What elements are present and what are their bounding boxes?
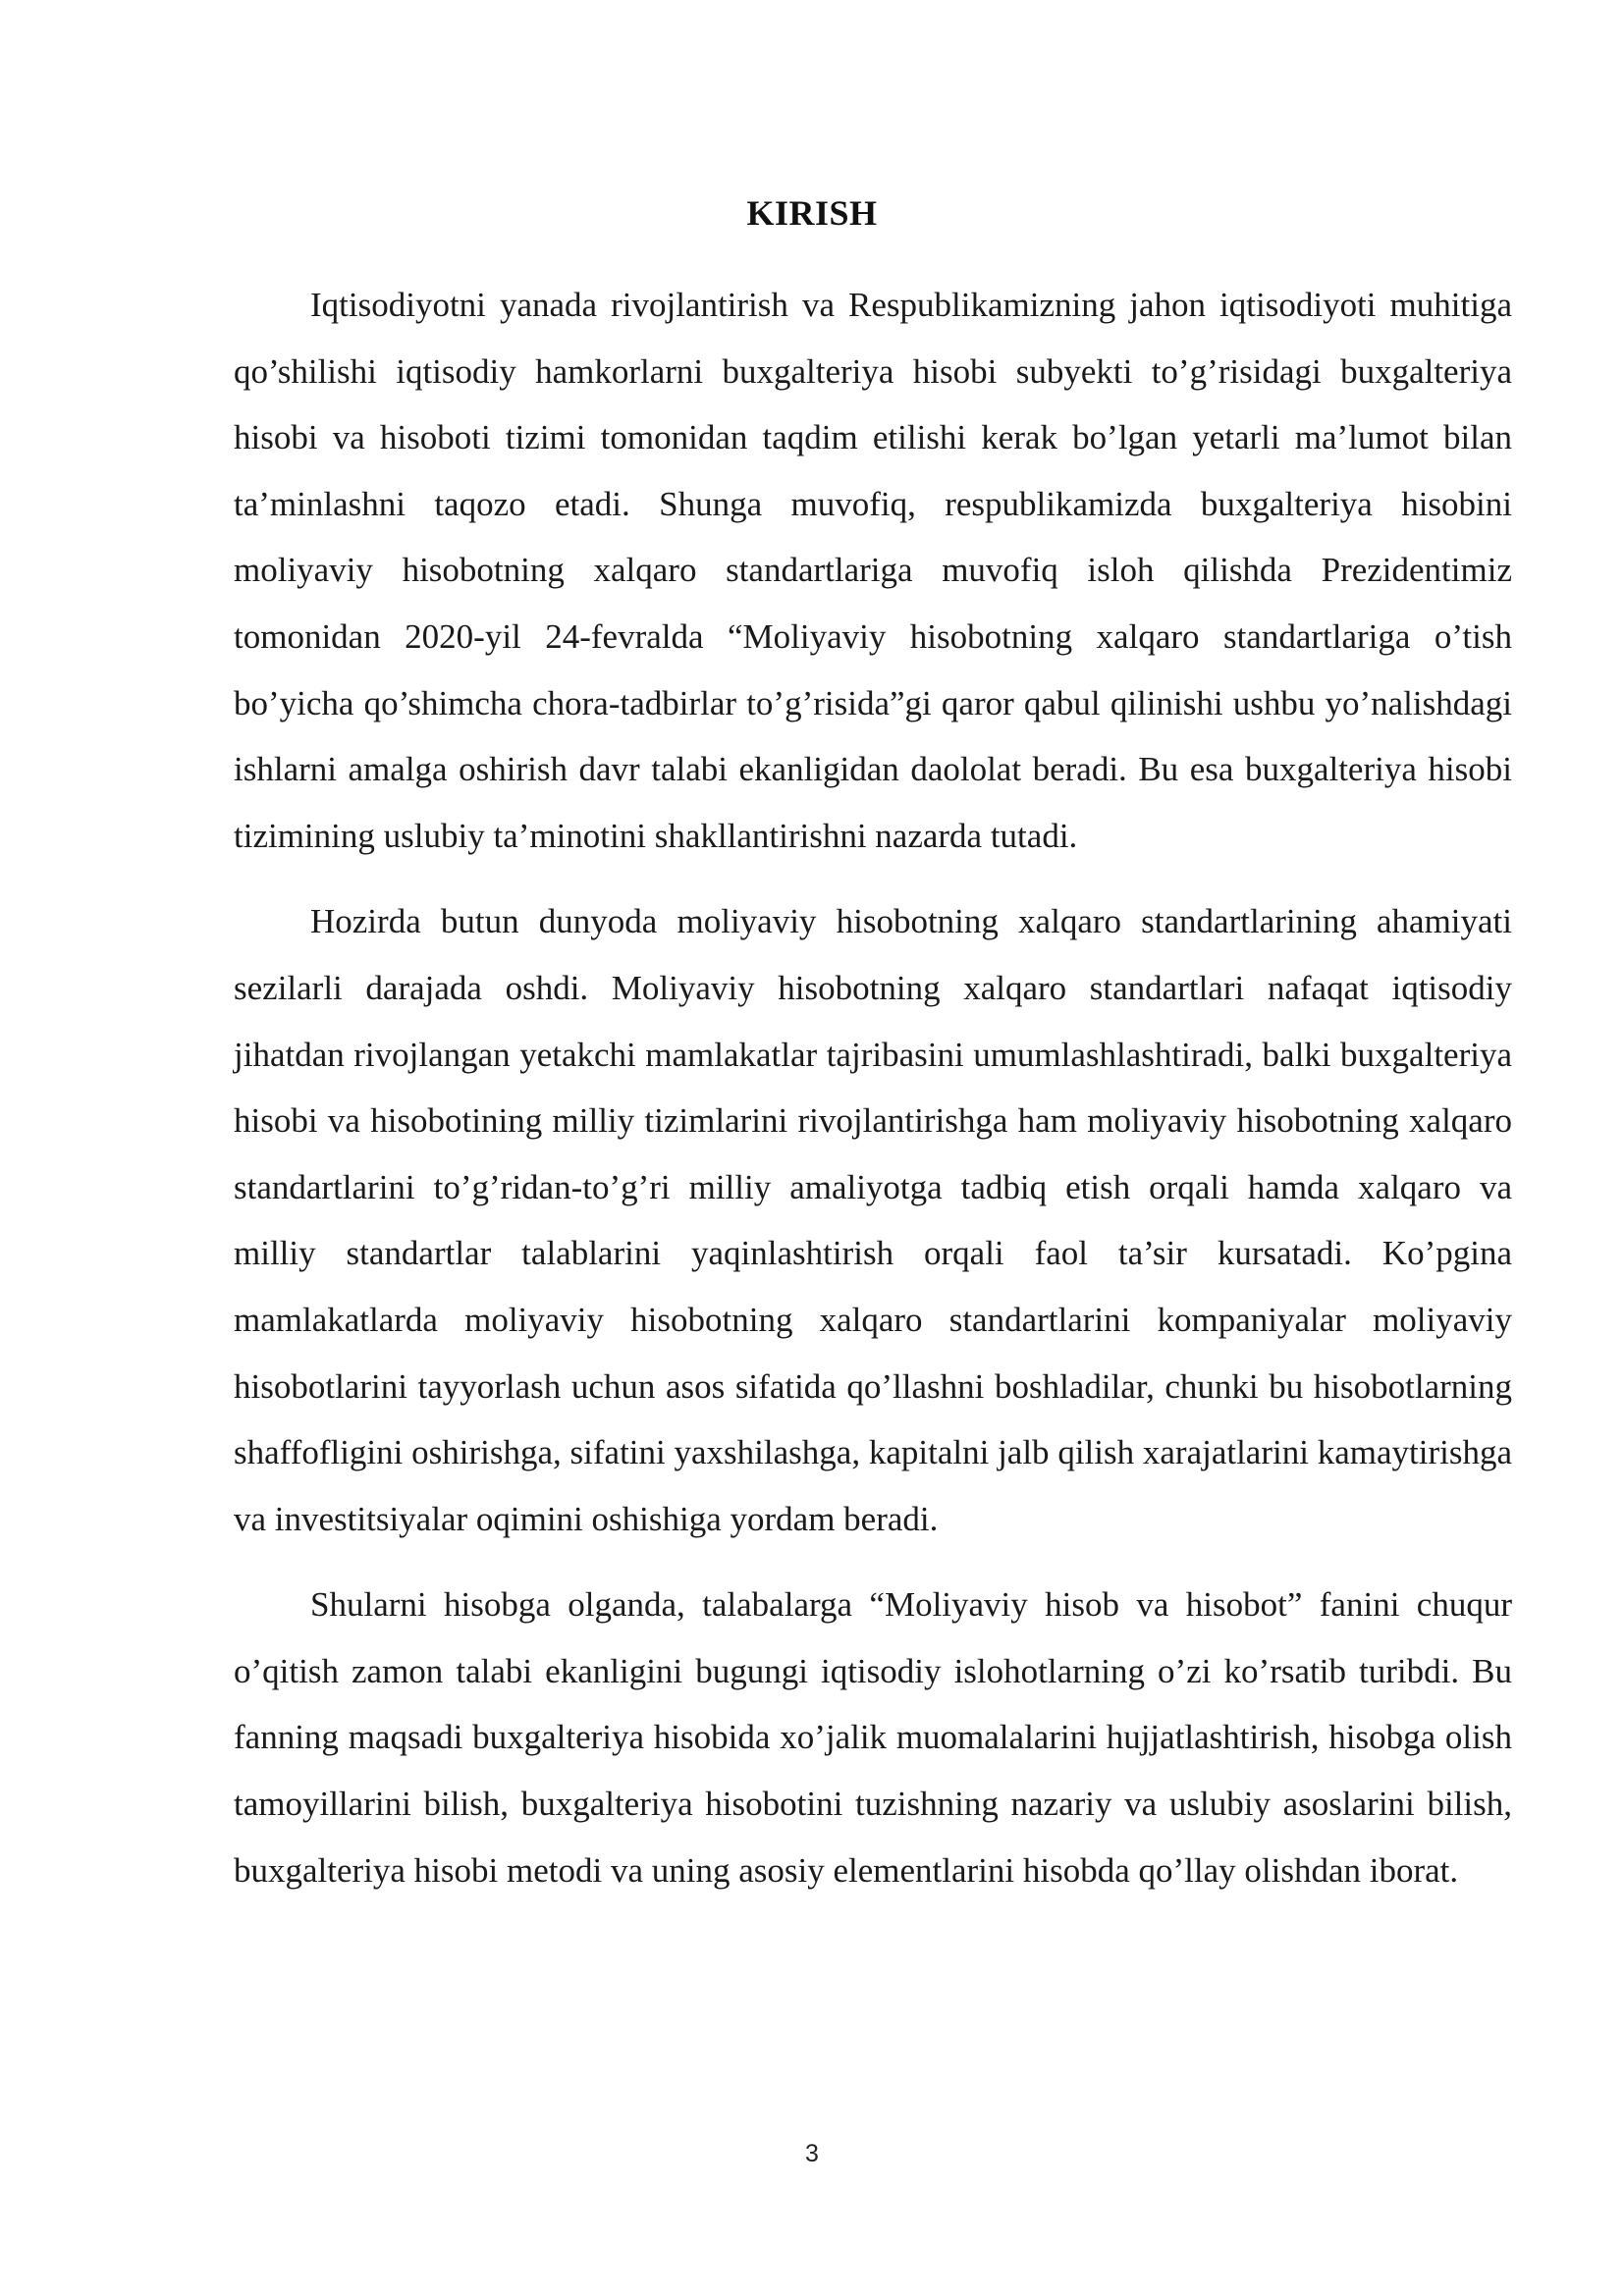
body-text <box>234 272 1512 1903</box>
paragraph-3: Shularni hisobga olganda, talabalarga “Moliyaviy hisob va hisobot” fanini chuqur o’qitish zamon talabi ekanligini bugungi iqtisodiy islohotlarning o’zi ko’rsatib turibdi. Bu fanning maqsadi buxgalteriya hisobida xo’jalik muomalalarini hujjatlashtirish, hisobga olish tamoyillarini bilish, buxgalteriya hisobotini tuzishning nazariy va uslubiy asoslarini bilish, buxgalteriya hisobi metodi va uning asosiy elementlarini hisobda qo’llay olishdan iborat. <box>234 1585 1512 1890</box>
page-number: 3 <box>805 2140 819 2167</box>
paragraph-2: Hozirda butun dunyoda moliyaviy hisobotning xalqaro standartlarining ahamiyati sezilarli darajada oshdi. Moliyaviy hisobotning xalqaro standartlari nafaqat iqtisodiy jihatdan rivojlangan yetakchi mamlakatlar tajribasini umumlashlashtiradi, balki buxgalteriya hisobi va hisobotining milliy tizimlarini rivojlantirishga ham moliyaviy hisobotning xalqaro standartlarini to’g’ridan-to’g’ri milliy amaliyotga tadbiq etish orqali hamda xalqaro va milliy standartlar talablarini yaqinlashtirish orqali faol ta’sir kursatadi. Ko’pgina mamlakatlarda moliyaviy hisobotning xalqaro standartlarini kompaniyalar moliyaviy hisobotlarini tayyorlash uchun asos sifatida qo’llashni boshladilar, chunki bu hisobotlarning shaffofligini oshirishga, sifatini yaxshilashga, kapitalni jalb qilish xarajatlarini kamaytirishga va investitsiyalar oqimini oshishiga yordam beradi. <box>234 902 1512 1538</box>
page-title: KIRISH <box>746 193 878 233</box>
paragraph-1: Iqtisodiyotni yanada rivojlantirish va Respublikamizning jahon iqtisodiyoti muhitiga qo’shilishi iqtisodiy hamkorlarni buxgalteriya hisobi subyekti to’g’risidagi buxgalteriya hisobi va hisoboti tizimi tomonidan taqdim etilishi kerak bo’lgan yetarli ma’lumot bilan ta’minlashni taqozo etadi. Shunga muvofiq, respublikamizda buxgalteriya hisobini moliyaviy hisobotning xalqaro standartlariga muvofiq isloh qilishda Prezidentimiz tomonidan 2020-yil 24-fevralda “Moliyaviy hisobotning xalqaro standartlariga o’tish bo’yicha qo’shimcha chora-tadbirlar to’g’risida”gi qaror qabul qilinishi ushbu yo’nalishdagi ishlarni amalga oshirish davr talabi ekanligidan daololat beradi. Bu esa buxgalteriya hisobi tizimining uslubiy ta’minotini shakllantirishni nazarda tutadi. <box>234 286 1512 855</box>
